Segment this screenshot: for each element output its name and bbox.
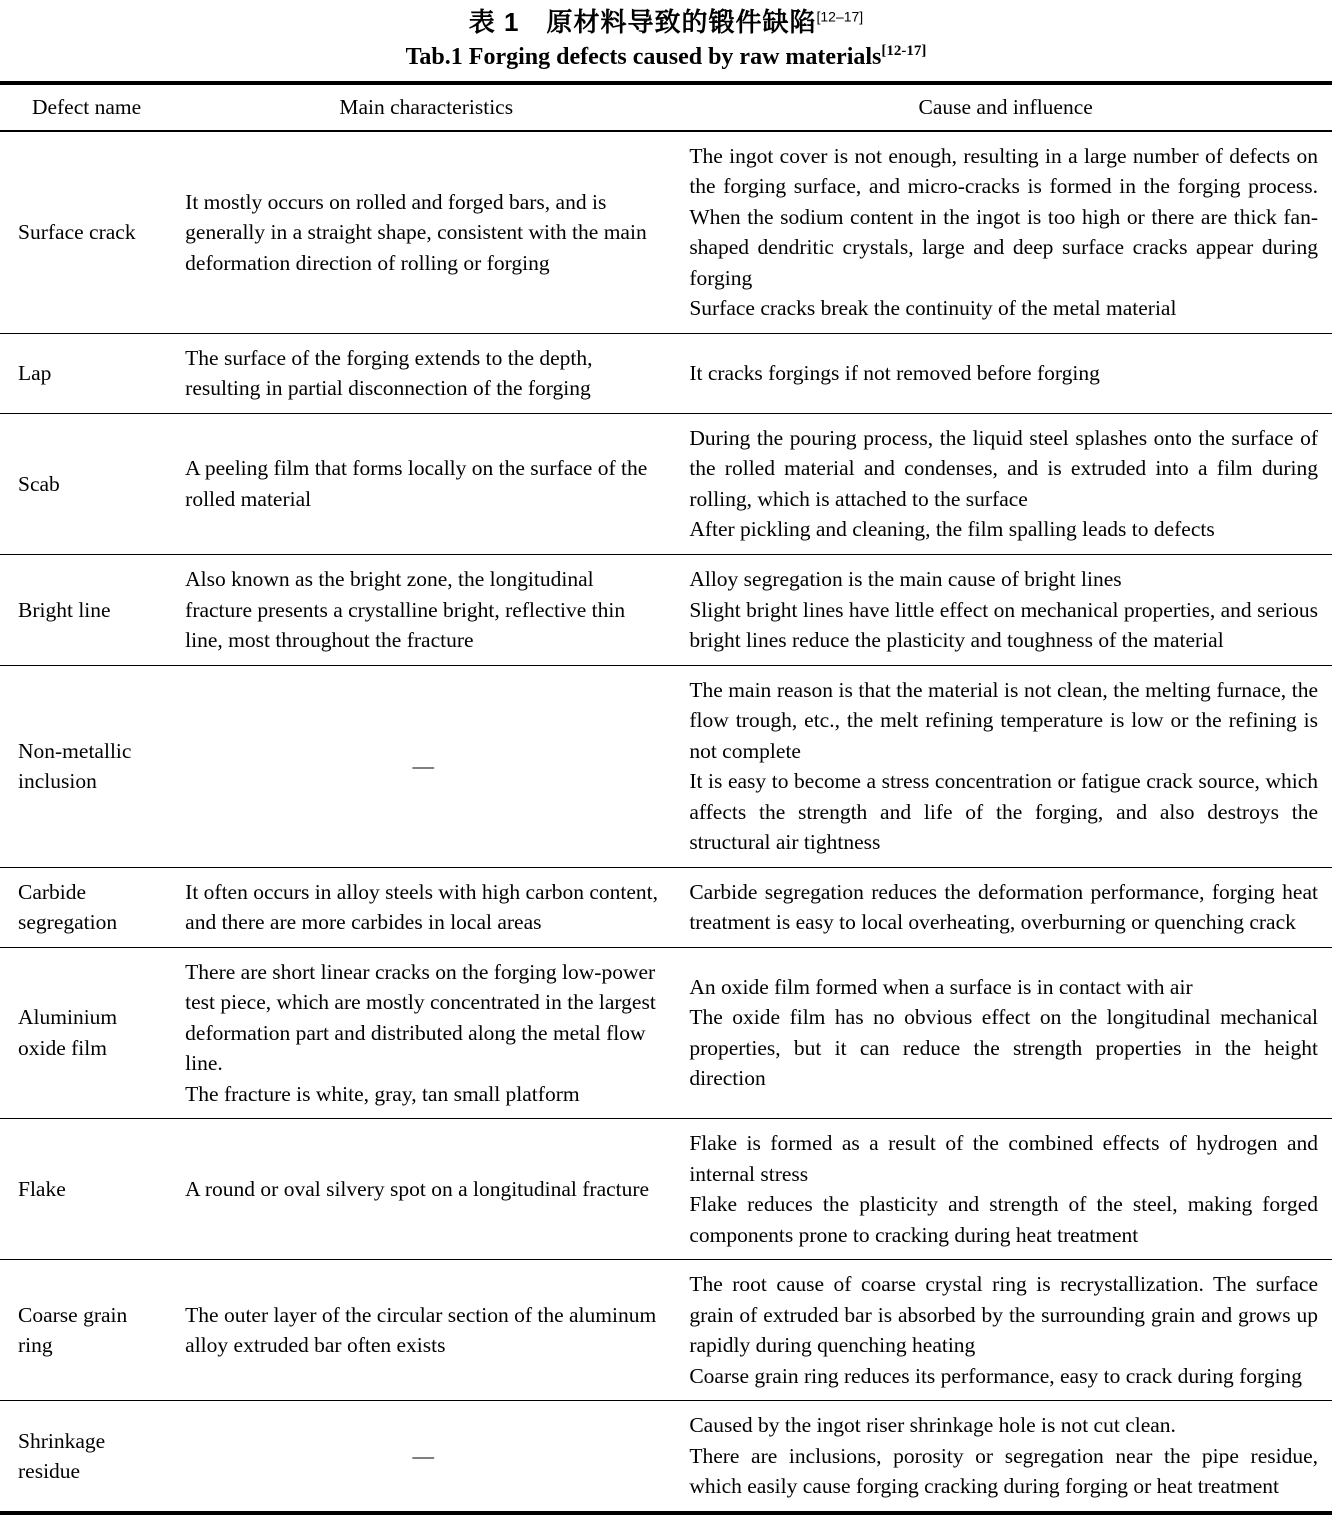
col-header-cause-and-influence: Cause and influence [918, 95, 1093, 120]
cause-and-influence-cell [679, 1260, 1332, 1401]
paragraph: The outer layer of the circular section of the aluminum alloy extruded bar often exists [185, 1302, 657, 1358]
table-caption-english [0, 42, 1332, 72]
table-caption-chinese [0, 6, 1332, 39]
paragraph: The root cause of coarse crystal ring is recrystallization. The surface grain of extruded bar is absorbed by the surrounding grain and grows up rapidly during quenching heating [689, 1272, 1318, 1358]
main-characteristics-cell [173, 1401, 679, 1513]
table-row [0, 1260, 1332, 1401]
col-header-main-characteristics: Main characteristics [339, 95, 514, 120]
paragraph: Surface cracks break the continuity of the metal material [689, 296, 1177, 321]
main-characteristics-cell [173, 867, 679, 947]
paragraph: Carbide segregation reduces the deformation performance, forging heat treatment is easy to local overheating, overburning or quenching crack [689, 879, 1318, 935]
cause-and-influence-cell [679, 947, 1332, 1119]
paragraph: The oxide film has no obvious effect on the longitudinal mechanical properties, but it can reduce the strength properties in the height direction [689, 1005, 1318, 1091]
defect-name-cell: Surface crack [18, 220, 136, 245]
main-characteristics-cell [173, 333, 679, 413]
paragraph: The fracture is white, gray, tan small platform [185, 1081, 580, 1106]
main-characteristics-cell [173, 555, 679, 666]
main-characteristics-cell [173, 413, 679, 554]
paragraph: Alloy segregation is the main cause of bright lines [689, 567, 1122, 591]
col-header-defect-name: Defect name [31, 95, 142, 120]
table-caption-english-text: Tab.1 Forging defects caused by raw materials [405, 43, 882, 70]
table-row [0, 555, 1332, 666]
paragraph: Flake reduces the plasticity and strength of the steel, making forged components prone to cracking during heat treatment [689, 1192, 1318, 1247]
table-row [0, 947, 1332, 1119]
cause-and-influence-cell [679, 333, 1332, 413]
main-characteristics-cell [173, 947, 679, 1119]
cause-and-influence-cell [679, 1401, 1332, 1513]
main-characteristics-cell [173, 131, 679, 334]
cause-and-influence-cell [679, 131, 1332, 334]
defect-name-cell: Non-metallic inclusion [18, 738, 132, 794]
table-row [0, 665, 1332, 867]
paragraph: It mostly occurs on rolled and forged bars, and is generally in a straight shape, consistent with the main deformation direction of rolling or forging [185, 189, 647, 275]
cause-and-influence-cell [679, 413, 1332, 554]
paragraph: The surface of the forging extends to the depth, resulting in partial disconnection of the forging [185, 345, 593, 401]
paragraph: After pickling and cleaning, the film spalling leads to defects [689, 517, 1215, 542]
defect-name-cell: Aluminium oxide film [18, 1005, 118, 1060]
main-characteristics-cell [173, 1260, 679, 1401]
header-row [0, 83, 1332, 131]
main-characteristics-cell [173, 1119, 679, 1260]
paragraph: An oxide film formed when a surface is in contact with air [689, 974, 1193, 999]
paragraph: Flake is formed as a result of the combined effects of hydrogen and internal stress [689, 1131, 1318, 1186]
cause-and-influence-cell [679, 1119, 1332, 1260]
paragraph: It often occurs in alloy steels with high carbon content, and there are more carbides in local areas [185, 879, 659, 935]
citation-superscript-en: [12-17] [881, 42, 927, 59]
paragraph: A round or oval silvery spot on a longitudinal fracture [185, 1177, 650, 1202]
forging-defects-table [0, 81, 1332, 1515]
defect-name-cell: Scab [18, 471, 60, 496]
citation-superscript-zh: [12–17] [816, 8, 864, 25]
table-row [0, 1401, 1332, 1513]
defect-name-cell: Bright line [18, 597, 111, 622]
defect-name-cell: Flake [18, 1177, 66, 1202]
cause-and-influence-cell [679, 555, 1332, 666]
table-caption-chinese-text: 表 1 原材料导致的锻件缺陷 [468, 7, 817, 37]
paragraph: It cracks forgings if not removed before forging [689, 361, 1100, 386]
paragraph: Also known as the bright zone, the longitudinal fracture presents a crystalline bright, reflective thin line, most throughout the fracture [185, 567, 626, 653]
paragraph: Caused by the ingot riser shrinkage hole is not cut clean. [689, 1413, 1176, 1438]
paragraph: A peeling film that forms locally on the surface of the rolled material [185, 456, 648, 511]
paragraph: During the pouring process, the liquid steel splashes onto the surface of the rolled material and condenses, and is extruded into a film during rolling, which is attached to the surface [689, 425, 1318, 511]
cause-and-influence-cell [679, 665, 1332, 867]
paragraph: There are short linear cracks on the forging low-power test piece, which are mostly concentrated in the largest deformation part and distributed along the metal flow line. [185, 959, 656, 1076]
table-row [0, 413, 1332, 554]
paragraph: It is easy to become a stress concentration or fatigue crack source, which affects the strength and life of the forging, and also destroys the structural air tightness [689, 769, 1318, 855]
paragraph: — [412, 1443, 434, 1468]
defect-name-cell: Shrinkage residue [18, 1428, 106, 1484]
table-row [0, 867, 1332, 947]
defect-name-cell: Carbide segregation [18, 879, 118, 935]
defect-name-cell: Coarse grain ring [18, 1302, 128, 1358]
cause-and-influence-cell [679, 867, 1332, 947]
table-row [0, 1119, 1332, 1260]
paragraph: Slight bright lines have little effect on mechanical properties, and serious bright lines reduce the plasticity and toughness of the material [689, 597, 1318, 653]
table-row [0, 333, 1332, 413]
main-characteristics-cell [173, 665, 679, 867]
paragraph: Coarse grain ring reduces its performance, easy to crack during forging [689, 1363, 1303, 1388]
paragraph: The ingot cover is not enough, resulting in a large number of defects on the forging surface, and micro-cracks is formed in the forging process. When the sodium content in the ingot is too high or there are thick fan-shaped dendritic crystals, large and deep surface cracks appear during forging [689, 143, 1318, 290]
paragraph: The main reason is that the material is not clean, the melting furnace, the flow trough, etc., the melt refining temperature is low or the refining is not complete [689, 677, 1318, 763]
table-row [0, 131, 1332, 334]
defect-name-cell: Lap [18, 361, 52, 386]
paragraph: There are inclusions, porosity or segregation near the pipe residue, which easily cause forging cracking during forging or heat treatment [689, 1443, 1318, 1499]
paragraph: — [412, 753, 434, 778]
